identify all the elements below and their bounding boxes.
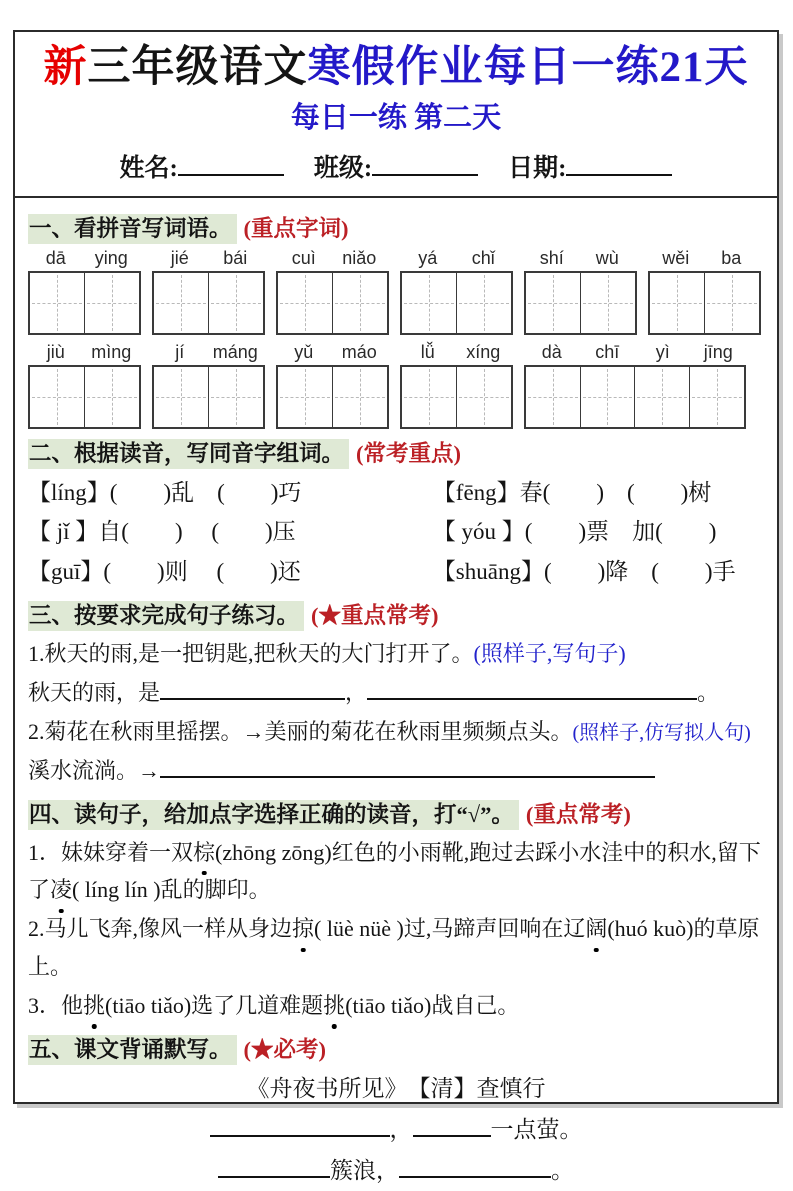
text-segment: (照样子,写句子): [473, 641, 626, 667]
writing-cell: [457, 367, 512, 427]
pinyin-syllable: cuì: [291, 247, 316, 268]
blank-line: [413, 1115, 491, 1137]
worksheet-header: [15, 32, 777, 198]
section4-title: 四、读句子，给加点字选择正确的读音，打“√”。: [28, 800, 519, 830]
text-segment: (照样子,仿写拟人句): [572, 721, 751, 744]
section-recitation: [28, 1032, 764, 1191]
writing-cell: [526, 367, 581, 427]
dotted-character: 阔: [585, 910, 607, 948]
writing-cell: [581, 367, 636, 427]
writing-box-group: [276, 248, 389, 335]
pinyin-syllable-row: [400, 342, 513, 363]
pinyin-syllable-row: [152, 342, 265, 363]
blank-line: [367, 679, 697, 700]
writing-box-group: [524, 248, 637, 335]
poem-line: [28, 1069, 764, 1109]
section2-note: (常考重点): [356, 440, 462, 466]
pinyin-syllable: wù: [595, 247, 619, 268]
class-field: [314, 148, 478, 184]
section4-heading: [28, 797, 764, 829]
sentence-practice-line: [28, 674, 764, 712]
poem-line: [28, 1151, 764, 1191]
writing-cells: [276, 365, 389, 429]
writing-cells: [28, 365, 141, 429]
pinyin-syllable-row: [152, 248, 265, 269]
writing-cell: [278, 367, 333, 427]
homophone-left: 【guī】( )则 ( )还: [28, 558, 301, 584]
pinyin-syllable: dā: [45, 247, 66, 268]
homophone-left: 【líng】( )乱 ( )巧: [28, 479, 302, 505]
writing-box-group: [648, 248, 761, 335]
text-segment: 2.菊花在秋雨里摇摆。→美丽的菊花在秋雨里频频点头。: [28, 718, 573, 744]
pinyin-syllable: yá: [418, 247, 438, 268]
pinyin-syllable: yǔ: [294, 341, 314, 362]
text-segment: 3．他: [28, 992, 84, 1018]
pronunciation-line: [28, 987, 764, 1025]
pinyin-syllable-row: [524, 342, 746, 363]
pinyin-syllable: xíng: [466, 341, 501, 362]
pinyin-syllable-row: [28, 248, 141, 269]
class-blank-line: [372, 152, 478, 176]
pinyin-syllable: lǚ: [420, 341, 435, 362]
writing-box-group: [400, 248, 513, 335]
writing-cell: [581, 273, 636, 333]
sentence-practice-line: [28, 635, 764, 673]
writing-box-group: [28, 248, 141, 335]
blank-line: [218, 1156, 330, 1178]
sentence-practice-line: [28, 713, 764, 751]
section2-title: 二、根据读音，写同音字组词。: [28, 439, 349, 469]
date-blank-line: [566, 152, 672, 176]
text-segment: 簇浪，: [330, 1158, 399, 1184]
homophone-row: [28, 512, 764, 552]
pinyin-syllable: chǐ: [471, 247, 495, 268]
pinyin-syllable: niǎo: [342, 247, 377, 268]
text-segment: 1.秋天的雨,是一把钥匙,把秋天的大门打开了。: [28, 641, 474, 667]
pinyin-syllable: shí: [539, 247, 564, 268]
page-subtitle: 每日一练 第二天: [290, 101, 502, 134]
name-label: 姓名:: [119, 154, 178, 182]
writing-cell: [30, 367, 85, 427]
text-segment: (tiāo tiǎo)选了几道难题: [105, 992, 324, 1018]
writing-cells: [276, 271, 389, 335]
homophone-rows: [28, 473, 764, 592]
pinyin-syllable: bái: [223, 247, 248, 268]
writing-cell: [650, 273, 705, 333]
pinyin-syllable-row: [400, 248, 513, 269]
section2-heading: [28, 436, 764, 468]
homophone-right: 【 yóu 】( )票 加( ): [432, 519, 717, 545]
pinyin-syllable: dà: [541, 341, 562, 362]
writing-cells: [648, 271, 761, 335]
pinyin-syllable: jīng: [703, 341, 733, 362]
title-part-grade: 三年级语文: [87, 44, 308, 91]
section-pronunciation-choice: [28, 797, 764, 1025]
worksheet-frame: [13, 30, 779, 1184]
pinyin-syllable: ba: [721, 247, 742, 268]
section-pinyin-words: [28, 211, 764, 429]
pinyin-box-row: [28, 342, 764, 429]
text-segment: ，: [345, 680, 368, 706]
title-part-homework: 寒假作业每日一练21天: [307, 44, 749, 91]
date-field: [508, 148, 672, 184]
writing-cells: [524, 365, 746, 429]
text-segment: (huó kuò)的草原上。: [28, 916, 760, 980]
homophone-row: [28, 552, 764, 592]
section3-heading: [28, 598, 764, 630]
section4-note: (重点常考): [525, 801, 631, 827]
pinyin-syllable: wěi: [662, 247, 690, 268]
writing-box-group: [276, 342, 389, 429]
writing-cell: [85, 367, 140, 427]
text-segment: 1．妹妹穿着一双: [28, 839, 194, 865]
pinyin-syllable-row: [524, 248, 637, 269]
pinyin-syllable: máo: [341, 341, 377, 362]
writing-cell: [705, 273, 760, 333]
section1-title: 一、看拼音写词语。: [28, 214, 237, 244]
dotted-character: 挑: [323, 987, 345, 1025]
text-segment: 2.马儿飞奔,像风一样从身边: [28, 916, 293, 942]
pinyin-box-area: [28, 248, 764, 429]
dotted-character: 棕: [193, 834, 215, 872]
writing-box-group: [400, 342, 513, 429]
date-label: 日期:: [508, 154, 567, 182]
writing-cell: [333, 367, 388, 427]
pronunciation-line: [28, 910, 764, 986]
writing-cells: [400, 271, 513, 335]
text-segment: ( lüè nüè )过,马蹄声回响在辽: [314, 916, 586, 942]
text-segment: 溪水流淌。→: [28, 757, 161, 783]
section-sentence-practice: [28, 598, 764, 789]
pinyin-syllable: jié: [170, 247, 189, 268]
writing-cells: [152, 365, 265, 429]
pinyin-syllable: jí: [175, 341, 185, 362]
sentence-lines: [28, 635, 764, 789]
writing-cells: [400, 365, 513, 429]
section5-heading: [28, 1032, 764, 1064]
title-part-new: 新: [43, 44, 88, 91]
pinyin-syllable: mìng: [91, 341, 132, 362]
writing-cell: [526, 273, 581, 333]
homophone-right: 【fēng】春( ) ( )树: [432, 479, 712, 505]
pinyin-box-row: [28, 248, 764, 335]
worksheet-body: [15, 198, 777, 1191]
writing-cell: [635, 367, 690, 427]
poem-lines: [28, 1069, 764, 1191]
pinyin-syllable: yì: [655, 341, 670, 362]
pinyin-syllable-row: [276, 342, 389, 363]
homophone-row: [28, 473, 764, 513]
name-field: [120, 148, 284, 184]
homophone-right: 【shuāng】( )降 ( )手: [432, 558, 736, 584]
section-homophones: [28, 436, 764, 592]
writing-cells: [28, 271, 141, 335]
section1-note: (重点字词): [243, 215, 349, 241]
text-segment: 一点萤。: [490, 1116, 583, 1142]
text-segment: 《舟夜书所见》 【清】查慎行: [246, 1075, 546, 1101]
writing-cell: [333, 273, 388, 333]
dotted-character: 挑: [83, 987, 105, 1025]
writing-box-group: [152, 342, 265, 429]
pinyin-syllable: jiù: [46, 341, 65, 362]
writing-box-group: [152, 248, 265, 335]
writing-cell: [209, 367, 264, 427]
pinyin-syllable-row: [276, 248, 389, 269]
homophone-left: 【 jǐ 】自( ) ( )压: [28, 519, 296, 545]
pronunciation-lines: [28, 834, 764, 1025]
section1-heading: [28, 211, 764, 243]
writing-cell: [402, 367, 457, 427]
section3-note: (★重点常考): [311, 603, 439, 629]
pinyin-syllable: chī: [595, 341, 620, 362]
class-label: 班级:: [313, 154, 373, 182]
writing-cell: [154, 273, 209, 333]
text-segment: 秋天的雨，是: [28, 680, 161, 706]
writing-cell: [457, 273, 512, 333]
writing-cell: [30, 273, 85, 333]
writing-cell: [402, 273, 457, 333]
text-segment: 。: [551, 1158, 574, 1184]
blank-line: [160, 679, 345, 700]
pinyin-syllable-row: [648, 248, 761, 269]
text-segment: ( líng lín )乱的脚印。: [72, 877, 271, 903]
blank-line: [399, 1156, 551, 1178]
writing-cells: [524, 271, 637, 335]
section5-note: (★必考): [243, 1036, 327, 1062]
page-title: [23, 42, 769, 94]
text-segment: 。: [697, 680, 720, 706]
pinyin-syllable: ying: [94, 247, 128, 268]
writing-box-group: [524, 342, 746, 429]
section5-title: 五、课文背诵默写。: [28, 1035, 237, 1065]
writing-cell: [278, 273, 333, 333]
writing-cell: [690, 367, 745, 427]
writing-cells: [152, 271, 265, 335]
dotted-character: 凌: [50, 871, 72, 909]
writing-cell: [209, 273, 264, 333]
student-info-row: [23, 148, 769, 184]
text-segment: (zhōng zōng)红色的小雨靴,跑过去踩小水洼中的积水,留下了: [28, 839, 761, 903]
writing-cell: [154, 367, 209, 427]
blank-line: [160, 757, 655, 778]
dotted-character: 掠: [292, 910, 314, 948]
poem-line: [28, 1110, 764, 1150]
text-segment: (tiāo tiǎo)战自己。: [345, 992, 520, 1018]
pinyin-syllable-row: [28, 342, 141, 363]
pronunciation-line: [28, 834, 764, 910]
name-blank-line: [178, 152, 284, 176]
writing-cell: [85, 273, 140, 333]
pinyin-syllable: máng: [212, 341, 258, 362]
writing-box-group: [28, 342, 141, 429]
text-segment: ，: [389, 1116, 413, 1142]
section3-title: 三、按要求完成句子练习。: [28, 601, 304, 631]
sentence-practice-line: [28, 752, 764, 790]
blank-line: [210, 1115, 390, 1137]
